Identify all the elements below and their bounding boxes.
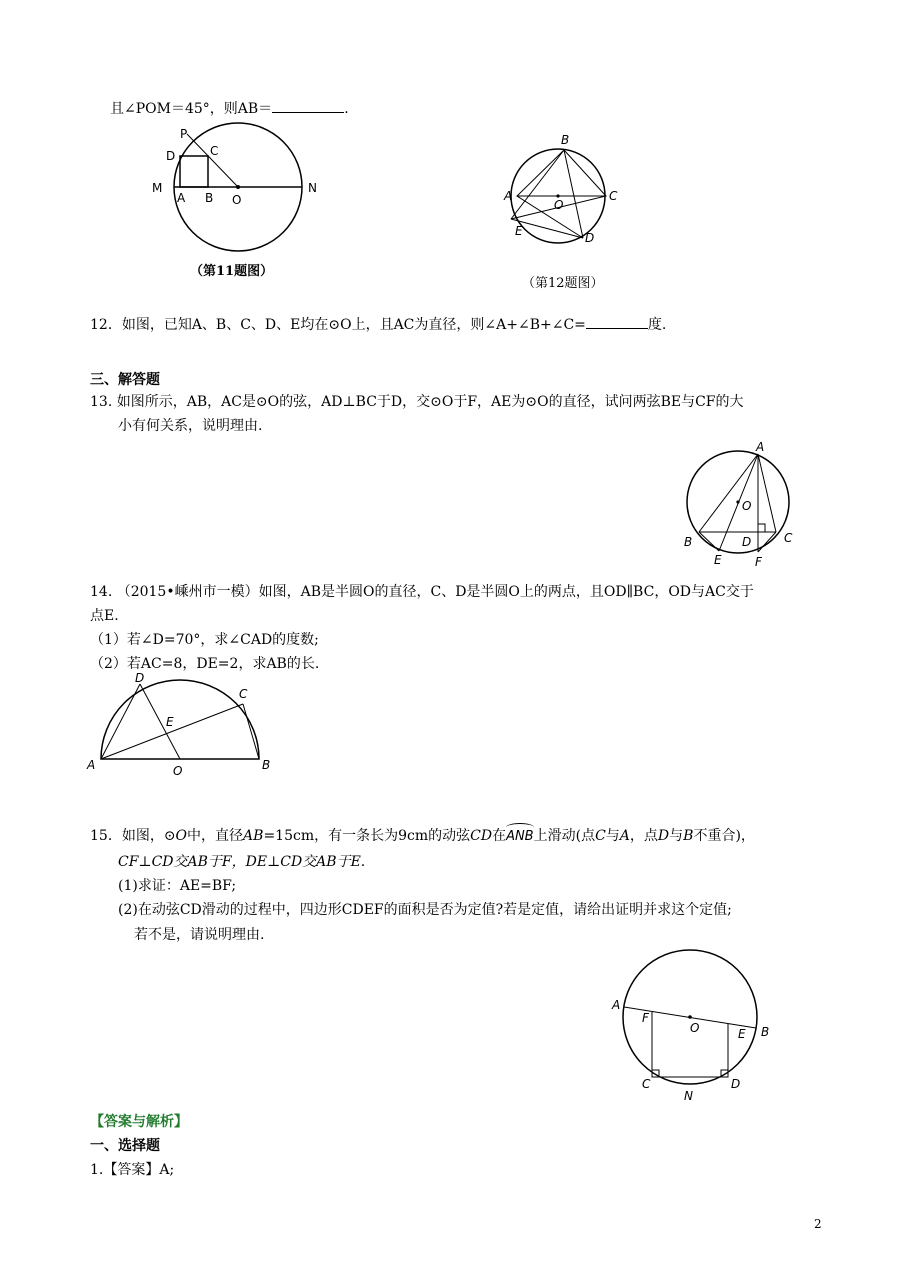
q15-label-b: B [761,1025,770,1039]
q13-label-d: D [742,535,752,549]
answers-title: 【答案与解析】 [90,1114,188,1130]
q13-label-c: C [784,531,793,545]
q14-label-o: O [173,764,183,778]
q15-label-c: C [642,1077,651,1091]
q11-label-b: B [205,191,214,205]
q12-label-e: E [515,224,523,238]
q12-line-bd [564,150,583,238]
q12-label-o: O [554,198,564,212]
answer-1-number: 1. [90,1162,104,1178]
q14-part2: （2）若AC=8，DE=2，求AB的长. [90,656,320,672]
q13-figure [678,440,808,570]
answer-1-label: 【答案】 [103,1162,160,1178]
q12-figure [498,130,628,250]
q13-label-a: A [756,440,765,454]
q12-text-prefix: 12．如图，已知A、B、C、D、E均在⊙O上，且AC为直径，则∠A+∠B+∠C= [90,317,586,333]
q12-blank [586,314,648,329]
q15-var-a: A [619,828,630,844]
q11-line-suffix: . [344,101,349,117]
q15-text-f: 与 [605,828,620,844]
q12-text [90,314,666,335]
q11-label-p: P [180,127,188,141]
q13-chord-be [699,532,719,551]
q15-label-f: F [642,1011,649,1025]
q15-text-b: 中，直径 [187,828,244,844]
q15-label-o: O [690,1021,700,1035]
q14-label-e: E [166,715,174,729]
q15-text-g: ，点 [629,828,658,844]
q14-chord-cb [243,704,259,759]
q15-text-h: 与 [669,828,684,844]
q13-label-e: E [714,553,722,567]
q11-label-m: M [152,181,163,195]
q14-line-do [140,684,180,759]
page-number: 2 [814,1217,822,1231]
q13-chord-cf [758,532,776,552]
q14-line1: 14. （2015•嵊州市一模）如图，AB是半圆O的直径，C、D是半圆O上的两点，且OD∥BC，OD与AC交于 [90,584,754,600]
q15-label-d: D [731,1077,741,1091]
q14-line2: 点E. [90,608,119,624]
q14-chord-ac [101,704,243,759]
q12-label-c: C [609,189,618,203]
q15-label-a: A [612,998,621,1012]
q15-text-i: 不重合)， [693,828,755,844]
q15-text-e: 上滑动(点 [533,828,596,844]
q13-line1: 13. 如图所示，AB，AC是⊙O的弦，AD⊥BC于D，交⊙O于F，AE为⊙O的直径，试问两弦BE与CF的大 [90,394,744,410]
q14-label-a: A [87,758,96,772]
q15-center-dot [688,1015,692,1019]
q12-caption: （第12题图） [522,276,604,291]
q15-part1: (1)求证：AE=BF; [118,878,237,894]
q14-figure [85,668,285,780]
q15-var-c: C [595,828,606,844]
q11-label-a: A [177,191,186,205]
q15-var-d: D [657,828,670,844]
q14-label-b: B [262,758,271,772]
q15-label-n: N [684,1089,693,1103]
q11-ray-op [187,134,238,187]
q11-line-prefix: 且∠POM＝45°，则AB＝ [110,101,273,117]
q14-chord-ad [101,684,140,759]
q15-var-o: O [175,828,188,844]
q15-line1 [90,826,755,847]
q11-label-n: N [308,181,317,195]
q12-label-d: D [585,231,595,245]
q15-part2b: 若不是，请说明理由. [134,927,265,943]
q13-right-angle [758,524,765,532]
q11-label-d: D [166,149,176,163]
q14-label-d: D [135,671,145,685]
q15-text-c: =15cm，有一条长为9cm的动弦 [263,828,471,844]
answers-section1: 一、选择题 [90,1138,160,1154]
q15-var-cd: CD [470,828,493,844]
q12-label-a: A [504,189,513,203]
q13-label-b: B [684,535,693,549]
q14-label-c: C [239,687,248,701]
q13-center-dot [736,500,739,503]
q13-line2: 小有何关系，说明理由. [118,418,263,434]
q15-figure [608,940,783,1105]
q15-var-b: B [683,828,694,844]
q13-label-o: O [742,499,752,513]
q11-figure [150,118,330,263]
q12-label-b: B [561,133,570,147]
q13-chord-ab [699,454,758,532]
q15-text-a: 15．如图，⊙ [90,828,176,844]
q11-center-dot [236,185,240,189]
q11-answer-line [110,98,349,119]
q14-semicircle [101,680,259,759]
q11-blank [272,98,344,113]
answer-1 [90,1160,174,1180]
answer-1-value: A; [159,1162,175,1178]
q15-var-ab: AB [243,828,264,844]
q11-square [180,156,208,187]
q12-text-suffix: 度. [647,317,667,333]
q11-label-o: O [232,193,242,207]
q11-label-c: C [210,144,219,158]
q15-part2: (2)在动弦CD滑动的过程中，四边形CDEF的面积是否为定值?若是定值，请给出证明并求这个定值; [118,902,732,918]
q14-part1: （1）若∠D=70°，求∠CAD的度数; [90,632,319,648]
q15-label-e: E [738,1027,746,1041]
section3-title: 三、解答题 [90,372,160,388]
q13-label-f: F [755,555,762,569]
q11-caption: （第11题图） [190,264,274,279]
q15-text-d: 在 [492,828,507,844]
q15-line2: CF⊥CD交AB于F，DE⊥CD交AB于E. [118,854,366,870]
q15-arc-anb: ANB [506,827,534,847]
